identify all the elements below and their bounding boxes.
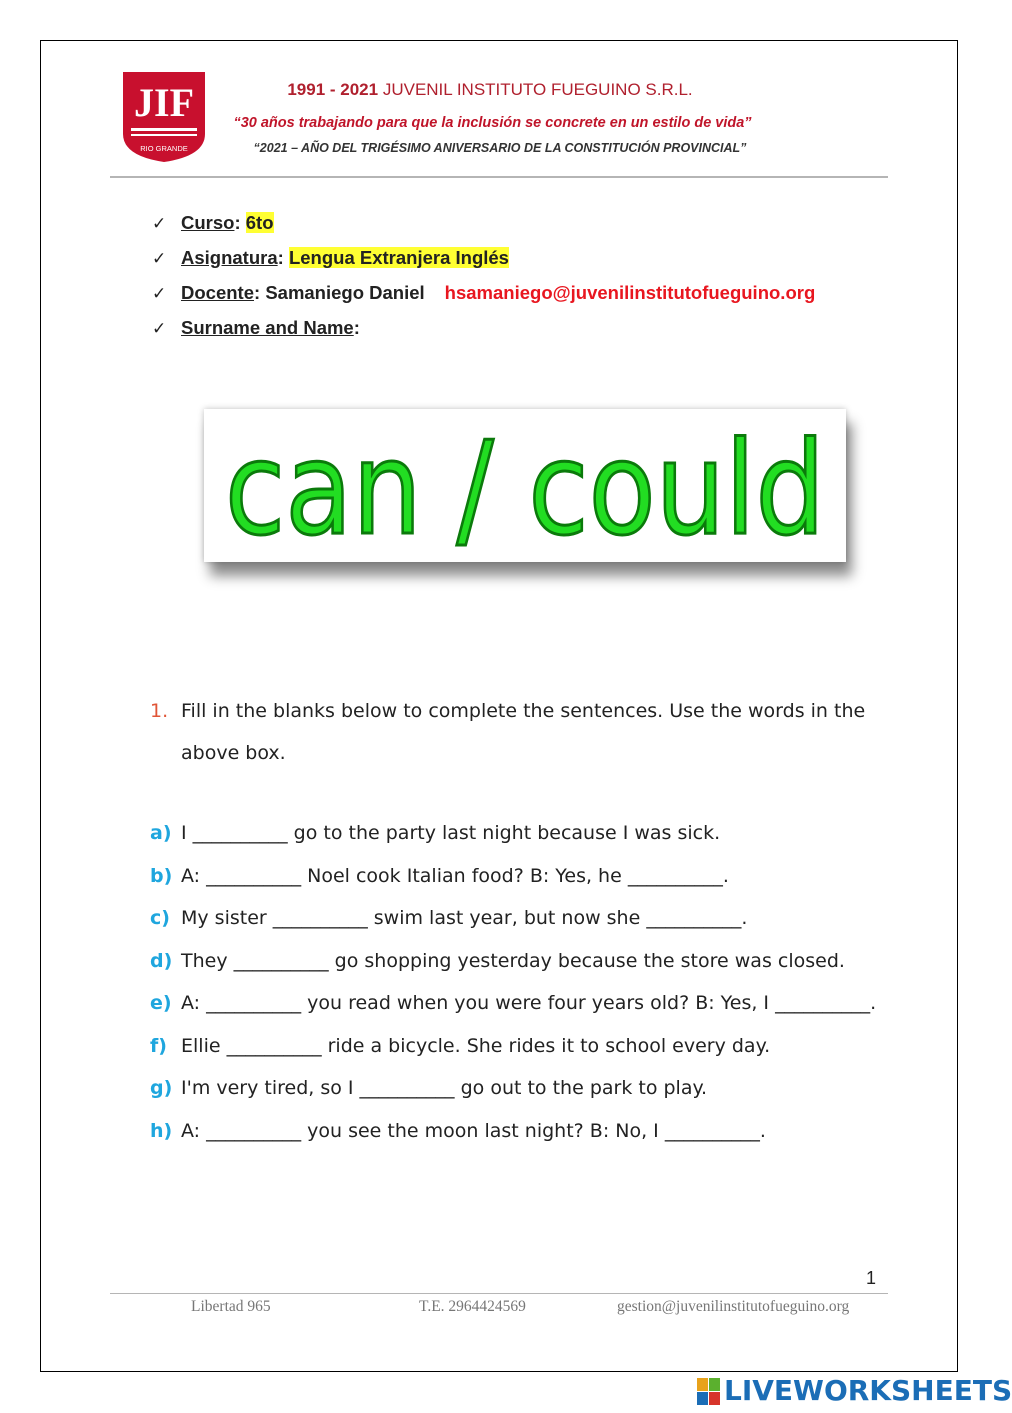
asignatura-row: ✓ Asignatura: Lengua Extranjera Inglés	[152, 247, 509, 268]
item-text[interactable]: A: __________ Noel cook Italian food? B: Yes, he __________.	[181, 864, 729, 887]
curso-label: Curso	[181, 212, 235, 233]
item-letter: b)	[150, 864, 173, 887]
item-text[interactable]: A: __________ you read when you were four years old? B: Yes, I __________.	[181, 992, 877, 1014]
list-item	[150, 1025, 878, 1068]
check-icon: ✓	[152, 214, 167, 233]
list-item	[150, 940, 878, 983]
curso-row: ✓ Curso: 6to	[152, 212, 274, 233]
motto: “30 años trabajando para que la inclusión se concrete en un estilo de vida”	[233, 115, 752, 131]
asignatura-label: Asignatura	[181, 247, 278, 268]
name-row: ✓ Surname and Name:	[152, 317, 360, 338]
item-letter: h)	[150, 1119, 173, 1142]
item-text[interactable]: A: __________ you see the moon last night? B: No, I __________.	[181, 1119, 766, 1142]
exercise-number: 1.	[150, 700, 169, 722]
docente-value: Samaniego Daniel	[265, 282, 425, 303]
list-item	[150, 982, 878, 1025]
list-item	[150, 897, 878, 940]
item-letter: f)	[150, 1034, 167, 1057]
item-text[interactable]: I __________ go to the party last night because I was sick.	[181, 822, 721, 844]
list-item	[150, 812, 878, 855]
exercise-items	[150, 812, 878, 1152]
header-divider	[110, 176, 888, 178]
name-label: Surname and Name	[181, 317, 354, 338]
liveworksheets-text: LIVEWORKSHEETS	[724, 1374, 1012, 1407]
student-info-list	[152, 212, 815, 352]
docente-label: Docente	[181, 282, 254, 303]
item-letter: c)	[150, 907, 170, 929]
item-letter: a)	[150, 822, 172, 844]
item-text[interactable]: They __________ go shopping yesterday because the store was closed.	[181, 949, 845, 972]
anniversary-line: “2021 – AÑO DEL TRIGÉSIMO ANIVERSARIO DE LA CONSTITUCIÓN PROVINCIAL”	[253, 141, 747, 155]
footer-divider	[110, 1293, 888, 1294]
check-icon: ✓	[152, 284, 167, 303]
check-icon: ✓	[152, 249, 167, 268]
list-item	[150, 1110, 878, 1153]
item-letter: g)	[150, 1077, 173, 1099]
list-item	[150, 855, 878, 898]
docente-email: hsamaniego@juvenilinstitutofueguino.org	[444, 282, 816, 303]
title-banner	[204, 409, 846, 562]
list-item	[150, 1067, 878, 1110]
item-text[interactable]: I'm very tired, so I __________ go out to the park to play.	[181, 1077, 708, 1099]
logo-letters: JIF	[134, 80, 194, 125]
item-letter: d)	[150, 949, 173, 972]
instruction-text: Fill in the blanks below to complete the sentences. Use the words in the above box.	[181, 700, 866, 764]
item-text[interactable]: Ellie __________ ride a bicycle. She rides it to school every day.	[181, 1034, 771, 1057]
liveworksheets-badge-icon	[697, 1378, 721, 1406]
item-letter: e)	[150, 992, 172, 1014]
check-icon: ✓	[152, 319, 167, 338]
footer-email[interactable]: gestion@juvenilinstitutofueguino.org	[617, 1298, 850, 1315]
curso-value: 6to	[245, 212, 274, 233]
title-text: can / could	[225, 415, 825, 564]
asignatura-value: Lengua Extranjera Inglés	[288, 247, 509, 268]
institution-name: JUVENIL INSTITUTO FUEGUINO S.R.L.	[382, 80, 693, 99]
exercise-instruction	[150, 690, 880, 774]
docente-row: ✓ Docente: Samaniego Daniel hsamaniego@juvenilinstitutofueguino.org	[152, 282, 816, 303]
institution-heading	[0, 80, 980, 100]
page-number: 1	[866, 1268, 877, 1288]
footer-address: Libertad 965	[191, 1298, 271, 1315]
years-label: 1991 - 2021	[287, 80, 379, 99]
item-text[interactable]: My sister __________ swim last year, but now she __________.	[181, 907, 748, 929]
footer-phone: T.E. 2964424569	[419, 1298, 526, 1315]
logo-subtitle: RIO GRANDE	[140, 144, 188, 153]
